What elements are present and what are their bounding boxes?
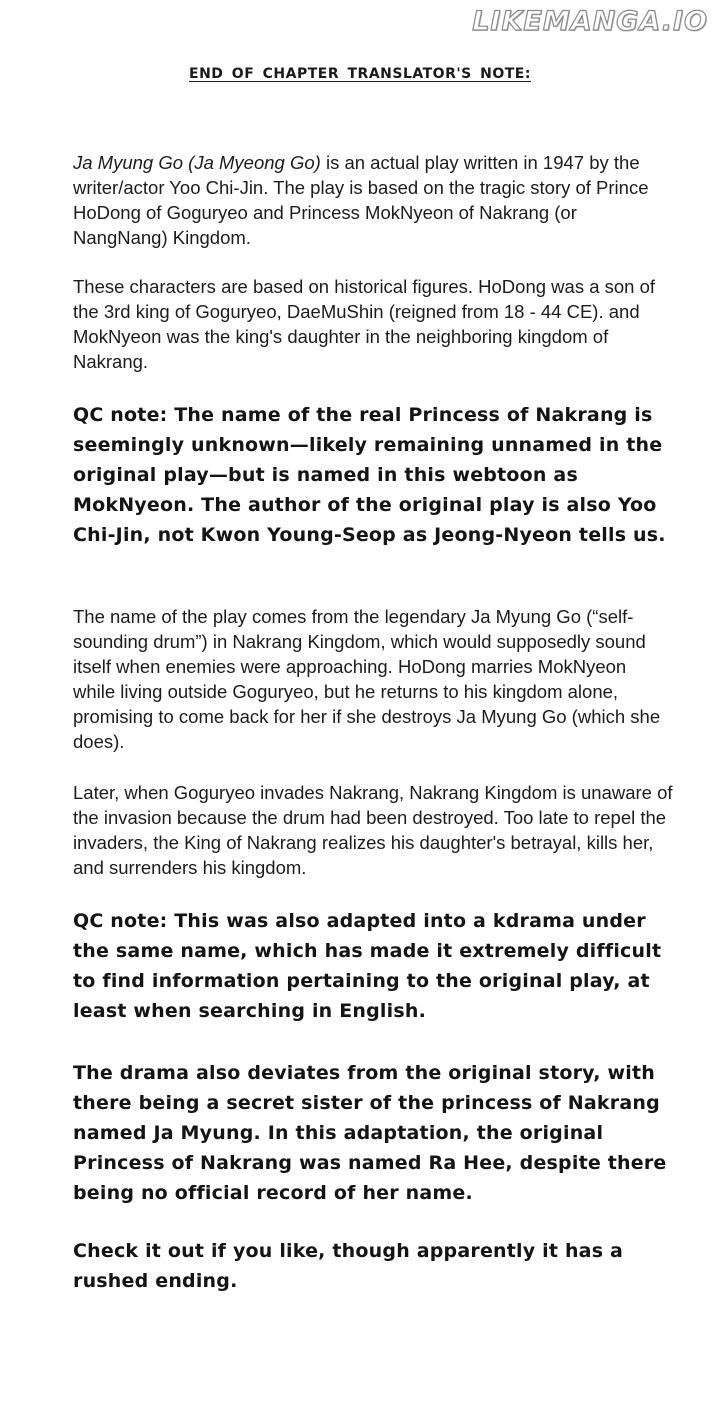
note-paragraph-drum-legend: The name of the play comes from the legendary Ja Myung Go (“self-sounding drum”) in Nakrang Kingdom, which would supposedly sound itself when enemies were approaching. HoDong marries MokNyeon while living outside Goguryeo, but he returns to his kingdom alone, promising to come back for her if she destroys Ja Myung Go (which she does). — [73, 606, 661, 752]
qc-note-princess-name: QC note: The name of the real Princess of Nakrang is seemingly unknown—likely remaining unnamed in the original play—but is named in this webtoon as MokNyeon. The author of the original play is also Yoo Chi-Jin, not Kwon Young-Seop as Jeong-Nyeon tells us. — [73, 404, 666, 546]
site-watermark: LIKEMANGA.IO — [472, 6, 708, 37]
qc-note-recommendation: Check it out if you like, though apparently it has a rushed ending. — [73, 1240, 624, 1292]
qc-note-kdrama: QC note: This was also adapted into a kdrama under the same name, which has made it extremely difficult to find information pertaining to the original play, at least when searching in English. — [73, 910, 662, 1022]
play-title: Ja Myung Go (Ja Myeong Go) — [73, 152, 321, 173]
qc-note-drama-deviation: The drama also deviates from the original story, with there being a secret sister of the princess of Nakrang named Ja Myung. In this adaptation, the original Princess of Nakrang was named Ra Hee, despite there being no official record of her name. — [73, 1062, 667, 1204]
intro-text: is an actual play written in 1947 by the writer/actor Yoo Chi-Jin. The play is based on the tragic story of Prince HoDong of Goguryeo and Princess MokNyeon of Nakrang (or NangNang) Kingdom. — [73, 152, 649, 248]
page-title: END OF CHAPTER TRANSLATOR'S NOTE: — [189, 66, 531, 82]
note-paragraph-invasion: Later, when Goguryeo invades Nakrang, Nakrang Kingdom is unaware of the invasion because the drum had been destroyed. Too late to repel the invaders, the King of Nakrang realizes his daughter's betrayal, kills her, and surrenders his kingdom. — [73, 782, 673, 878]
note-paragraph-history: These characters are based on historical figures. HoDong was a son of the 3rd king of Goguryeo, DaeMuShin (reigned from 18 - 44 CE). and MokNyeon was the king's daughter in the neighboring kingdom of Nakrang. — [73, 276, 656, 372]
note-paragraph-intro — [73, 150, 673, 250]
